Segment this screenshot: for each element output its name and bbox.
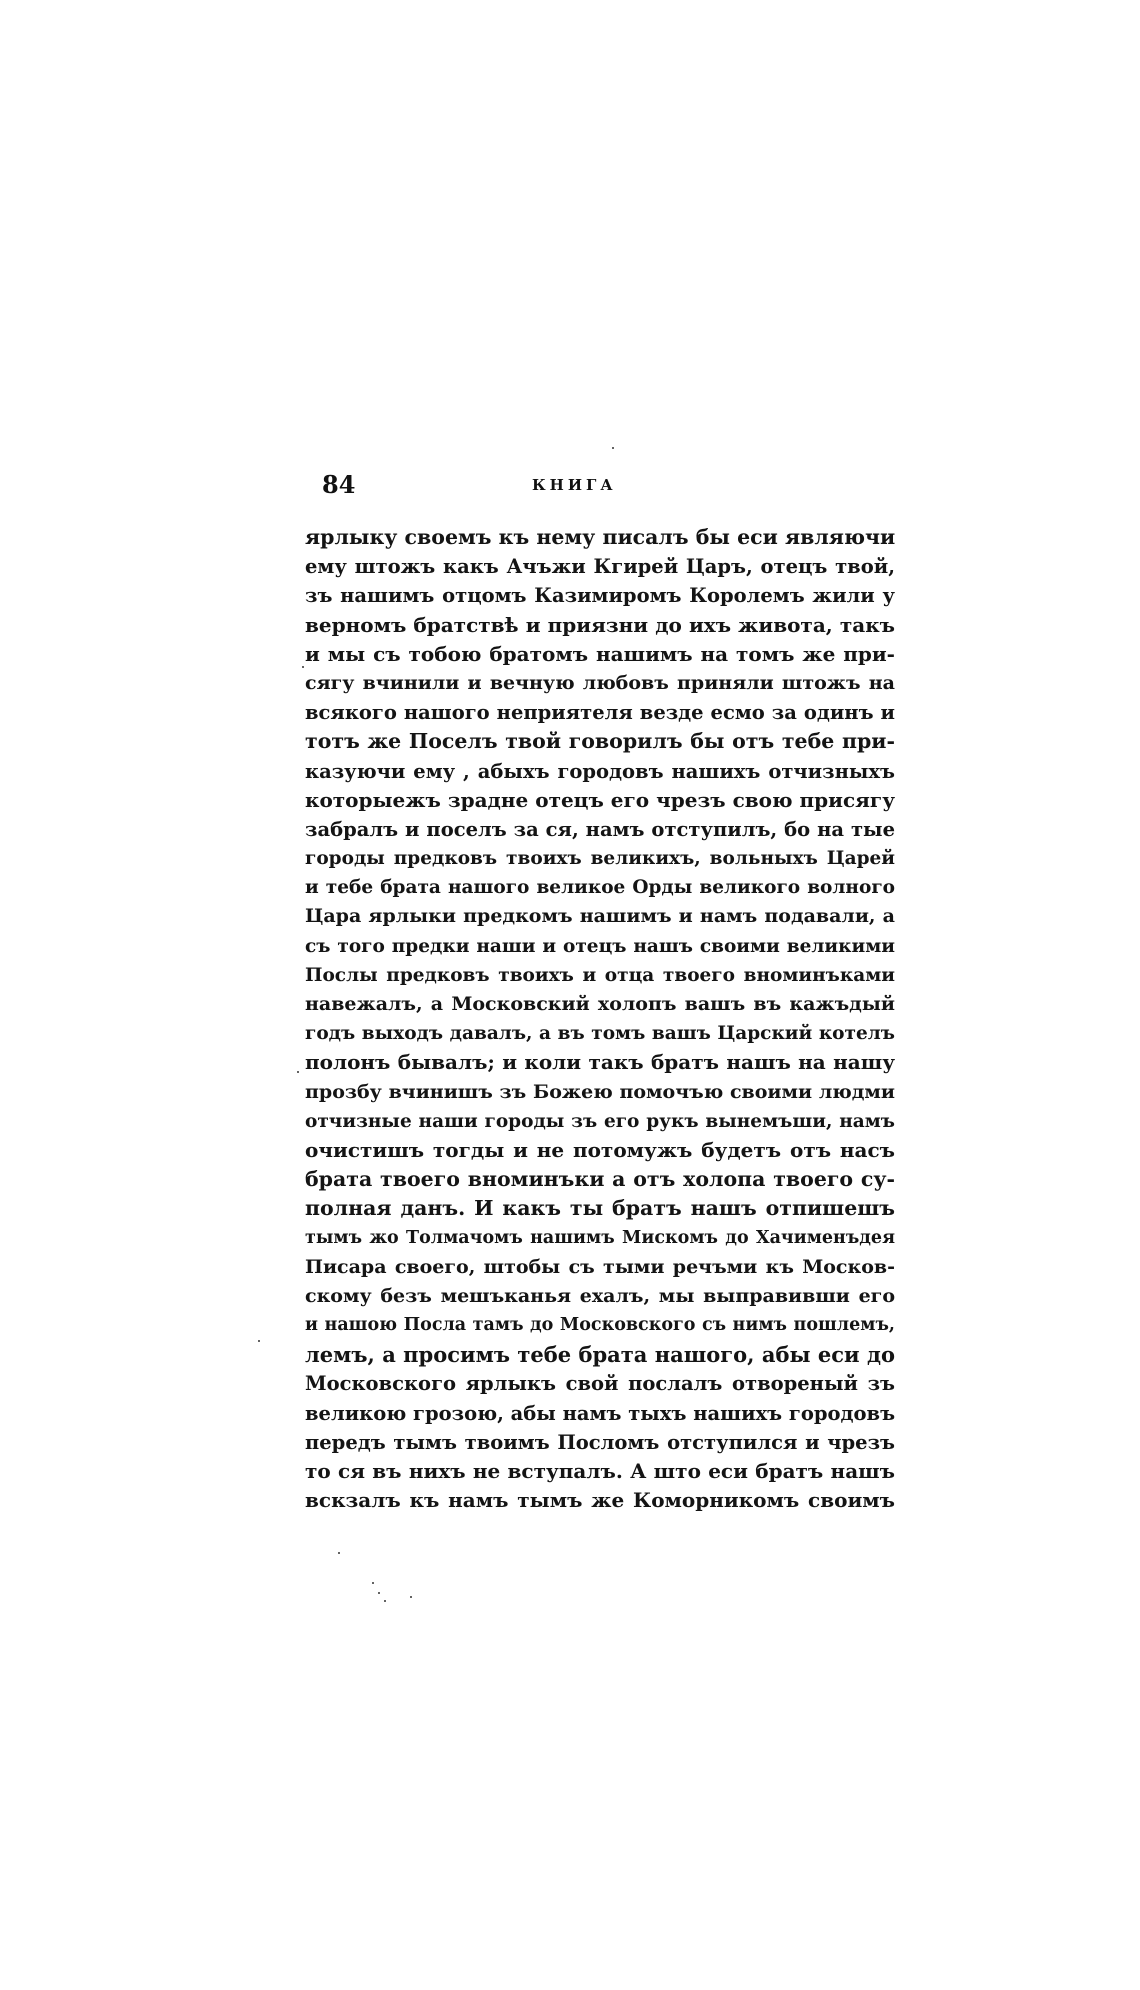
text-line: верномъ братствѣ и приязни до ихъ живота, такъ: [305, 612, 895, 637]
running-head: КНИГА: [532, 476, 617, 494]
text-line: съ того предки наши и отецъ нашъ своими великими: [305, 935, 895, 957]
text-line: тымъ жо Толмачомъ нашимъ Мискомъ до Хачименъдея: [305, 1227, 895, 1248]
text-line: скому безъ мешъканья ехалъ, мы выправивши его: [305, 1284, 895, 1307]
text-line: тотъ же Поселъ твой говорилъ бы отъ тебе при-: [305, 729, 895, 754]
text-line: и мы съ тобою братомъ нашимъ на томъ же при-: [305, 641, 895, 666]
scan-speck: [302, 666, 304, 668]
scan-speck: [410, 1596, 412, 1598]
text-line: ему штожъ какъ Ачъжи Кгирей Царъ, отецъ твой,: [305, 555, 895, 579]
text-line: очистишъ тогды и не потомужъ будетъ отъ насъ: [305, 1137, 895, 1162]
page-number: 84: [322, 470, 356, 499]
text-line: вскзалъ къ намъ тымъ же Коморникомъ своимъ: [305, 1488, 895, 1513]
text-line: то ся въ нихъ не вступалъ. А што еси братъ нашъ: [305, 1459, 895, 1483]
text-line: брата твоего вноминъки а отъ холопа твоего су-: [305, 1167, 895, 1192]
text-line: всякого нашого неприятеля везде есмо за одинъ и: [305, 701, 895, 725]
text-line: зъ нашимъ отцомъ Казимиромъ Королемъ жили у: [305, 584, 895, 608]
text-line: передъ тымъ твоимъ Посломъ отступился и чрезъ: [305, 1430, 895, 1454]
scan-speck: [297, 1071, 299, 1073]
text-line: отчизные наши городы зъ его рукъ вынемъши, намъ: [305, 1110, 895, 1132]
text-line: Московского ярлыкъ свой послалъ отвореный зъ: [305, 1372, 895, 1396]
text-line: ярлыку своемъ къ нему писалъ бы еси являючи: [305, 525, 895, 549]
text-line: которыежъ зрадне отецъ его чрезъ свою присягу: [305, 787, 895, 812]
text-line: великою грозою, абы намъ тыхъ нашихъ городовъ: [305, 1401, 895, 1425]
scan-speck: [372, 1582, 374, 1584]
scan-speck: [384, 1600, 386, 1602]
text-line: Цара ярлыки предкомъ нашимъ и намъ подавали, а: [305, 905, 895, 928]
text-line: городы предковъ твоихъ великихъ, вольныхъ Царей: [305, 848, 895, 870]
text-line: Послы предковъ твоихъ и отца твоего вноминъками: [305, 964, 895, 986]
text-line: навежалъ, а Московский холопъ вашъ въ кажъдый: [305, 993, 895, 1015]
scan-speck: [612, 447, 614, 449]
text-line: годъ выходъ давалъ, а въ томъ вашъ Царский котелъ: [305, 1023, 895, 1045]
text-line: казуючи ему , абыхъ городовъ нашихъ отчизныхъ: [305, 759, 895, 783]
text-line: и тебе брата нашого великое Орды великого волного: [305, 877, 895, 899]
scan-speck: [378, 1592, 380, 1594]
text-line: полонъ бывалъ; и коли такъ братъ нашъ на нашу: [305, 1050, 895, 1075]
text-line: прозбу вчинишъ зъ Божею помочъю своими людми: [305, 1080, 895, 1103]
page-header: [322, 470, 882, 510]
scan-speck: [338, 1552, 340, 1554]
text-line: лемъ, а просимъ тебе брата нашого, абы еси до: [305, 1342, 895, 1368]
text-line: Писара своего, штобы съ тыми речъми къ Москов-: [305, 1255, 895, 1278]
text-line: сягу вчинили и вечную любовъ приняли штожъ на: [305, 671, 895, 694]
text-line: полная данъ. И какъ ты братъ нашъ отпишешъ: [305, 1196, 895, 1221]
scan-speck: [258, 1340, 260, 1342]
text-line: и нашою Посла тамъ до Московского съ нимъ пошлемъ,: [305, 1315, 895, 1336]
body-text: [305, 523, 895, 1515]
text-line: забралъ и поселъ за ся, намъ отступилъ, бо на тые: [305, 817, 895, 841]
